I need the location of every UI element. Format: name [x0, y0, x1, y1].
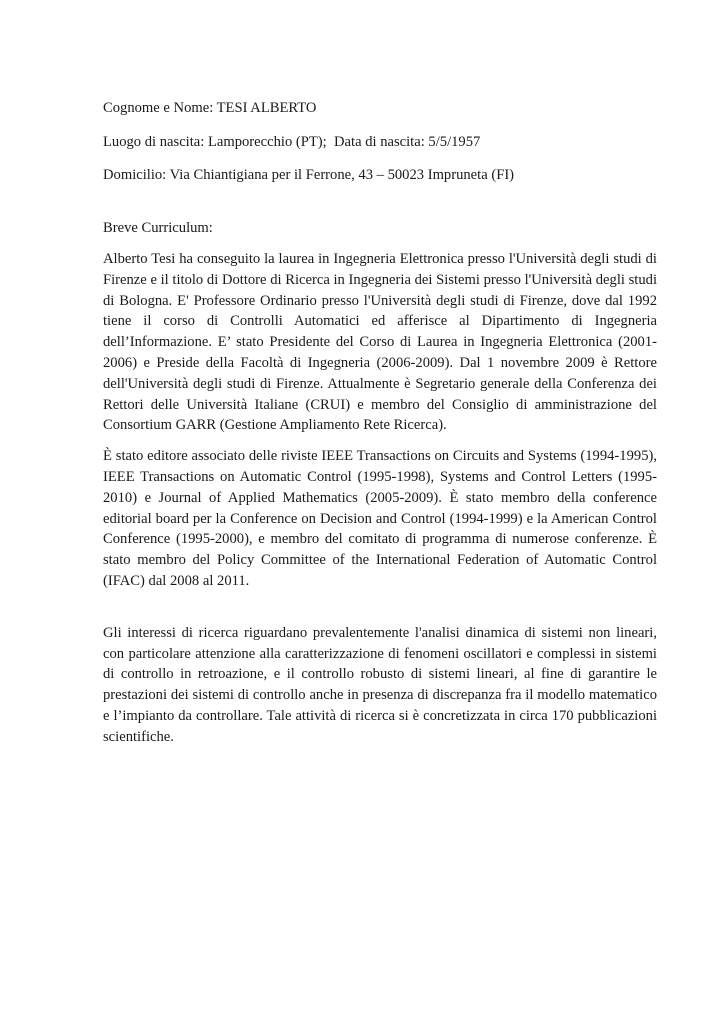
curriculum-paragraph-3: Gli interessi di ricerca riguardano prevalentemente l'analisi dinamica di sistemi non lineari, con particolare attenzione alla caratterizzazione di fenomeni oscillatori e complessi in sistemi di controllo in retroazione, e il controllo robusto di sistemi lineari, al fine di garantire le prestazioni dei sistemi di controllo anche in presenza di discrepanza fra il modello matematico e l’impianto da controllare. Tale attività di ricerca si è concretizzata in circa 170 pubblicazioni scientifiche.	[103, 624, 657, 745]
document-page	[103, 98, 657, 748]
birth-place: Luogo di nascita: Lamporecchio (PT);	[103, 134, 327, 150]
curriculum-paragraph-1: Alberto Tesi ha conseguito la laurea in Ingegneria Elettronica presso l'Università degli studi di Firenze e il titolo di Dottore di Ricerca in Ingegneria dei Sistemi presso l'Università degli studi di Bologna. E' Professore Ordinario presso l'Università degli studi di Firenze, dove dal 1992 tiene il corso di Controlli Automatici ed afferisce al Dipartimento di Ingegneria dell’Informazione. E’ stato Presidente del Corso di Laurea in Ingegneria Elettronica (2001-2006) e Preside della Facoltà di Ingegneria (2006-2009). Dal 1 novembre 2009 è Rettore dell'Università degli studi di Firenze. Attualmente è Segretario generale della Conferenza dei Rettori delle Università Italiane (CRUI) e membro del Consiglio di amministrazione del Consortium GARR (Gestione Ampliamento Rete Ricerca).	[103, 251, 657, 434]
domicile-line: Domicilio: Via Chiantigiana per il Ferrone, 43 – 50023 Impruneta (FI)	[103, 167, 515, 183]
name-line: Cognome e Nome: TESI ALBERTO	[103, 100, 317, 116]
birth-line	[103, 132, 657, 153]
curriculum-paragraph-2: È stato editore associato delle riviste IEEE Transactions on Circuits and Systems (1994-1995), IEEE Transactions on Automatic Control (1995-1998), Systems and Control Letters (1995-2010) e Journal of Applied Mathematics (2005-2009). È stato membro della conference editorial board per la Conference on Decision and Control (1994-1999) e la American Control Conference (1995-2000), e membro del comitato di programma di numerose conferenze. È stato membro del Policy Committee of the International Federation of Automatic Control (IFAC) dal 2008 al 2011.	[103, 448, 657, 589]
curriculum-heading: Breve Curriculum:	[103, 220, 213, 236]
birth-date: Data di nascita: 5/5/1957	[334, 134, 481, 150]
